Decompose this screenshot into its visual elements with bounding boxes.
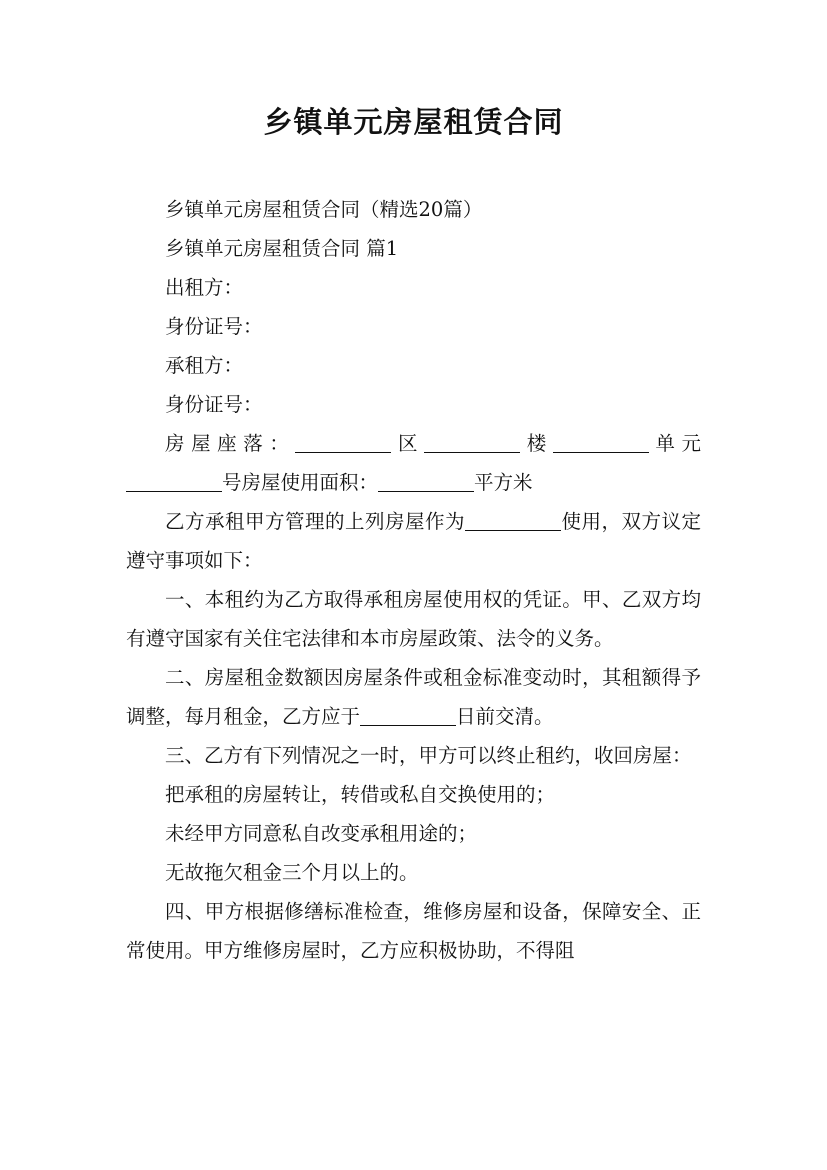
usage-text: 乙方承租甲方管理的上列房屋作为: [165, 510, 465, 533]
location-label: 房屋座落：: [165, 432, 296, 455]
location-unit: 单元: [648, 432, 701, 455]
clause-3-item-2: 未经甲方同意私自改变承租用途的；: [165, 822, 478, 845]
blank-field: [295, 432, 391, 453]
clause-2-suffix: 日前交清。: [456, 705, 554, 728]
lessee-line: 承租方：: [165, 354, 244, 377]
usage-suffix: 使用，双方议定遵守事项如下：: [126, 510, 701, 572]
lessee-id-line: 身份证号：: [165, 393, 263, 416]
location-area-unit: 平方米: [474, 471, 533, 494]
document-body: [126, 190, 701, 970]
lessor-id-line: 身份证号：: [165, 315, 263, 338]
clause-1: 一、本租约为乙方取得承租房屋使用权的凭证。甲、乙双方均有遵守国家有关住宅法律和本市房屋政策、法令的义务。: [126, 588, 701, 650]
blank-field: [424, 432, 520, 453]
clause-2: [126, 658, 701, 736]
blank-field: [378, 471, 474, 492]
lessor-line: 出租方：: [165, 276, 244, 299]
section-heading: 乡镇单元房屋租赁合同 篇1: [165, 237, 399, 260]
blank-field: [465, 510, 561, 531]
clause-3-item-1: 把承租的房屋转让，转借或私自交换使用的；: [165, 783, 556, 806]
subtitle-paragraph: 乡镇单元房屋租赁合同（精选20篇）: [165, 198, 483, 221]
location-paragraph: [126, 424, 701, 502]
blank-field: [126, 471, 222, 492]
clause-4: 四、甲方根据修缮标准检查，维修房屋和设备，保障安全、正常使用。甲方维修房屋时，乙方应积极协助，不得阻: [126, 900, 701, 962]
blank-field: [360, 705, 456, 726]
location-area-label: 号房屋使用面积：: [222, 471, 379, 494]
location-district: 区: [391, 432, 425, 455]
location-building: 楼: [520, 432, 553, 455]
clause-3-item-3: 无故拖欠租金三个月以上的。: [165, 861, 419, 884]
clause-3: 三、乙方有下列情况之一时，甲方可以终止租约，收回房屋：: [165, 744, 692, 767]
blank-field: [553, 432, 649, 453]
usage-paragraph: [126, 502, 701, 580]
document-title: 乡镇单元房屋租赁合同: [263, 105, 564, 139]
clause-2-text: 二、房屋租金数额因房屋条件或租金标准变动时，其租额得予调整，每月租金，乙方应于: [126, 666, 701, 728]
